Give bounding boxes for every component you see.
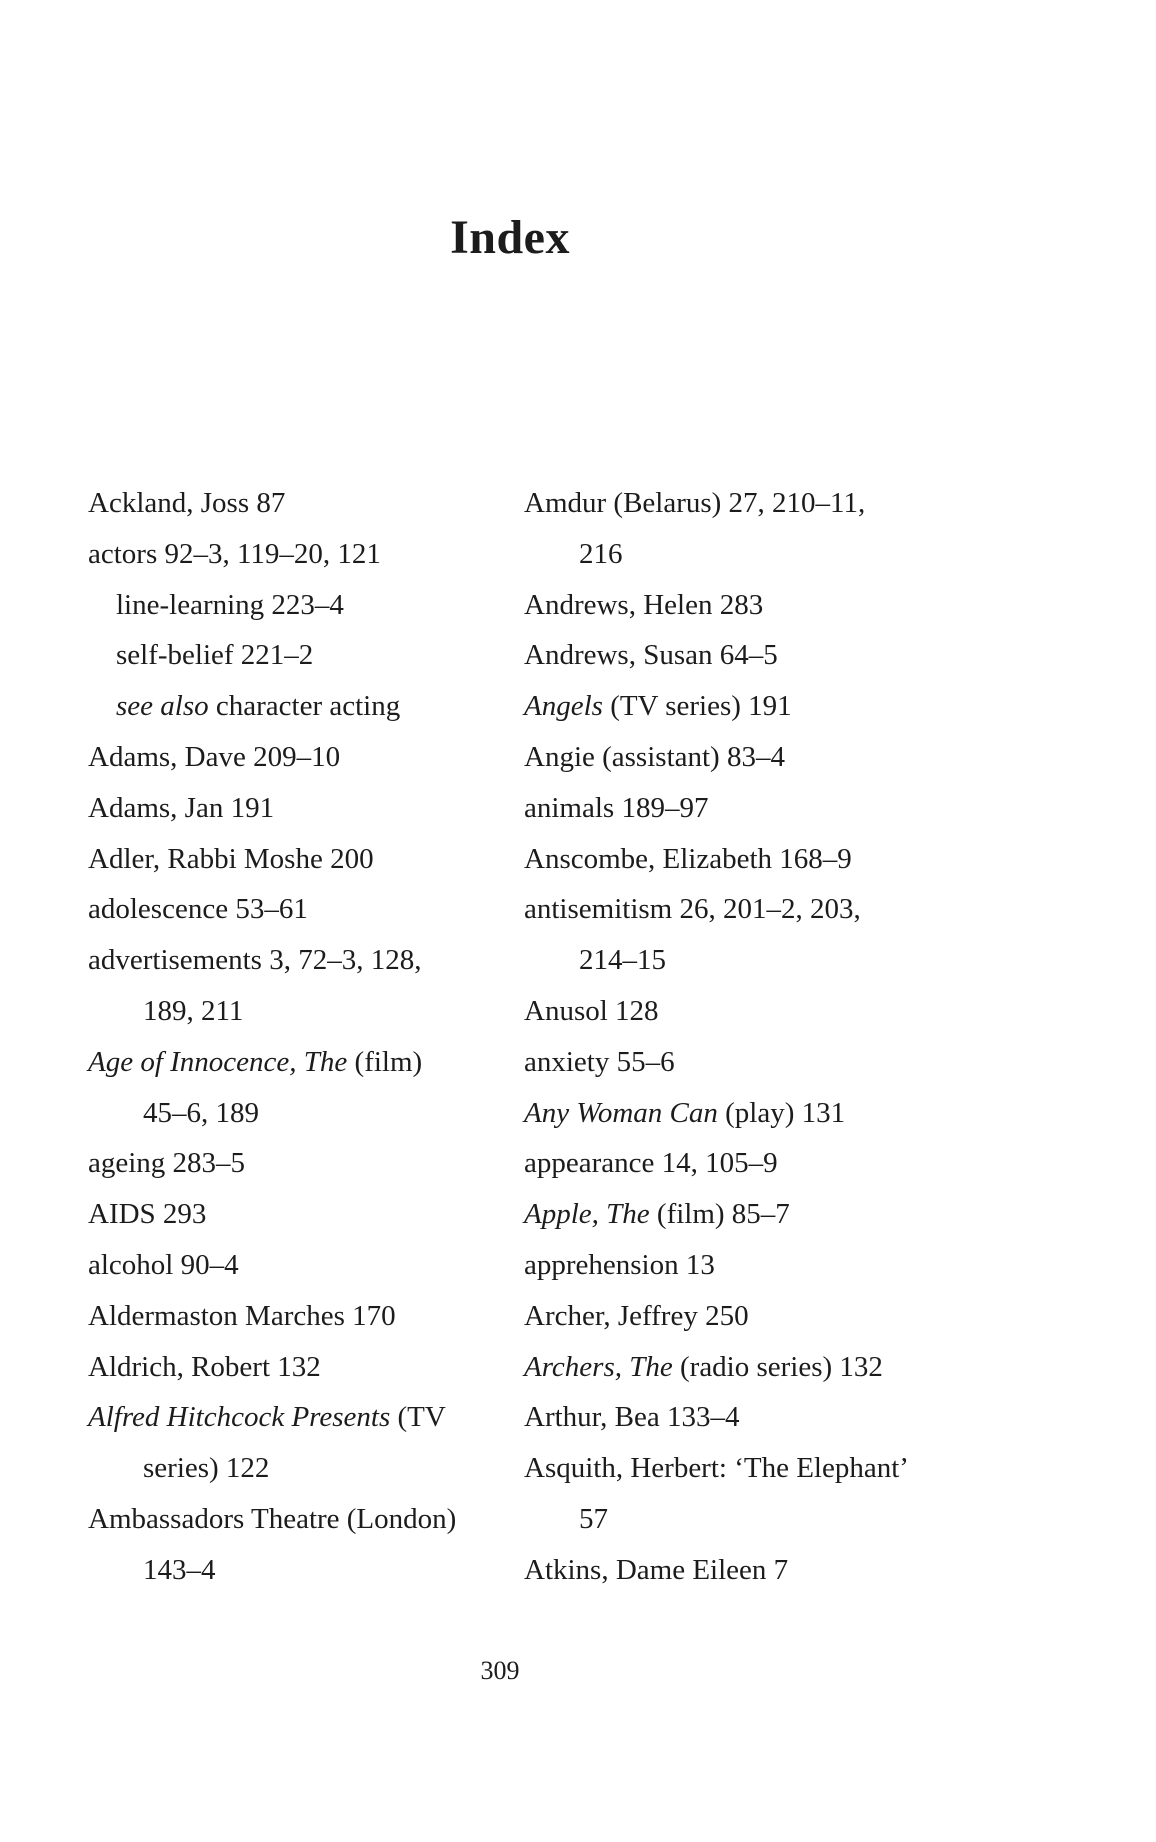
index-entry-text: (film) [347, 1045, 423, 1078]
index-entry [524, 783, 984, 834]
index-entry-text: Adams, Jan 191 [88, 791, 275, 824]
index-entry [524, 1189, 984, 1240]
index-entry [88, 1342, 488, 1393]
index-entry-text: ageing 283–5 [88, 1147, 246, 1180]
index-entry-text: (film) 85–7 [649, 1198, 790, 1231]
index-entry [524, 732, 984, 783]
index-entry-text: Andrews, Susan 64–5 [524, 639, 778, 672]
index-entry [88, 783, 488, 834]
index-entry-text: Amdur (Belarus) 27, 210–11, [524, 487, 866, 519]
index-entry-text: 216 [579, 537, 623, 570]
index-entry [88, 630, 488, 681]
page-number: 309 [480, 1656, 520, 1685]
index-entry-text: actors 92–3, 119–20, 121 [88, 537, 381, 570]
index-entry-text: Adler, Rabbi Moshe 200 [88, 842, 374, 875]
page-title: Index [450, 211, 570, 264]
index-entry [524, 884, 984, 935]
index-entry-text: appearance 14, 105–9 [524, 1147, 778, 1180]
index-entry-italic-text: Archers, The [524, 1350, 673, 1383]
index-entry [88, 1138, 488, 1189]
index-entry [524, 1342, 984, 1393]
index-entry-text: line-learning 223–4 [116, 588, 344, 621]
index-entry [524, 834, 984, 885]
index-entry-italic-text: see also [116, 690, 209, 723]
index-entry-italic-text: Alfred Hitchcock Presents [88, 1401, 391, 1434]
index-entry-italic-text: Any Woman Can [524, 1096, 718, 1129]
index-entry [524, 1037, 984, 1088]
index-entry [524, 935, 984, 986]
index-entry [524, 986, 984, 1037]
index-entry-text: Andrews, Helen 283 [524, 588, 764, 621]
index-entry [88, 580, 488, 631]
index-entry [88, 1037, 488, 1088]
index-entry-text: 189, 211 [143, 994, 244, 1027]
index-entry-text: Ambassadors Theatre (London) [88, 1502, 457, 1535]
index-entry [88, 529, 488, 580]
index-entry-text: Aldermaston Marches 170 [88, 1299, 396, 1332]
index-entry-text: Anscombe, Elizabeth 168–9 [524, 842, 852, 875]
index-entry [88, 1392, 488, 1443]
index-entry [524, 1240, 984, 1291]
index-entry-text: 214–15 [579, 944, 666, 977]
index-entry-text: antisemitism 26, 201–2, 203, [524, 893, 861, 926]
index-entry-text: Atkins, Dame Eileen 7 [524, 1553, 789, 1586]
index-entry [524, 1392, 984, 1443]
index-entry [88, 1443, 488, 1494]
index-column-right [524, 478, 984, 1596]
index-entry-text: 143–4 [143, 1553, 216, 1586]
index-entry-italic-text: Apple, The [524, 1198, 650, 1231]
index-entry-text: anxiety 55–6 [524, 1045, 675, 1078]
index-entry-text: character acting [208, 690, 401, 723]
index-entry-text: (TV [390, 1401, 446, 1434]
index-entry [88, 1494, 488, 1545]
index-entry [88, 986, 488, 1037]
index-entry-text: 45–6, 189 [143, 1096, 259, 1129]
index-entry-text: series) 122 [143, 1452, 270, 1485]
index-entry [524, 529, 984, 580]
index-entry-text: Archer, Jeffrey 250 [524, 1299, 749, 1332]
index-entry-italic-text: Age of Innocence, The [88, 1045, 348, 1078]
index-entry [88, 1189, 488, 1240]
index-entry [88, 732, 488, 783]
index-entry [524, 681, 984, 732]
index-entry-text: advertisements 3, 72–3, 128, [88, 944, 422, 977]
index-entry-text: (play) 131 [717, 1096, 846, 1129]
index-entry-text: AIDS 293 [88, 1198, 207, 1231]
index-entry [524, 1545, 984, 1596]
index-entry-text: (TV series) 191 [602, 690, 792, 723]
index-entry [88, 478, 488, 529]
index-entry [524, 1138, 984, 1189]
index-entry [524, 580, 984, 631]
index-entry-text: Arthur, Bea 133–4 [524, 1401, 740, 1434]
index-entry-text: Anusol 128 [524, 994, 659, 1027]
index-column-left [88, 478, 488, 1596]
index-entry [524, 630, 984, 681]
index-entry-text: adolescence 53–61 [88, 893, 308, 926]
index-entry-text: Angie (assistant) 83–4 [524, 740, 785, 773]
index-entry-text: Aldrich, Robert 132 [88, 1350, 321, 1383]
index-entry-text: 57 [579, 1502, 608, 1535]
index-entry [88, 884, 488, 935]
index-entry [524, 1291, 984, 1342]
index-entry-text: Adams, Dave 209–10 [88, 740, 341, 773]
index-entry [88, 1088, 488, 1139]
index-entry-text: Ackland, Joss 87 [88, 487, 286, 519]
index-entry-text: animals 189–97 [524, 791, 709, 824]
index-entry-italic-text: Angels [524, 690, 603, 723]
index-entry-text: alcohol 90–4 [88, 1248, 239, 1281]
index-entry [524, 1088, 984, 1139]
index-entry [88, 681, 488, 732]
index-entry [524, 1443, 984, 1494]
index-entry [524, 478, 984, 529]
index-entry [88, 1240, 488, 1291]
index-entry-text: self-belief 221–2 [116, 639, 314, 672]
index-entry [88, 1545, 488, 1596]
index-entry-text: apprehension 13 [524, 1248, 715, 1281]
index-entry-text: Asquith, Herbert: ‘The Elephant’ [524, 1452, 909, 1485]
index-entry [524, 1494, 984, 1545]
index-entry [88, 935, 488, 986]
index-entry [88, 1291, 488, 1342]
index-entry-text: (radio series) 132 [672, 1350, 883, 1383]
index-entry [88, 834, 488, 885]
